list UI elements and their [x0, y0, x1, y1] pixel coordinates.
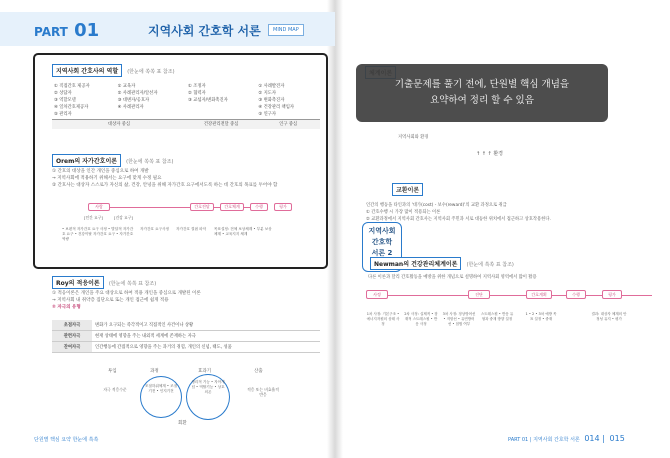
roles-title-box: 지역사회 간호사의 역할	[52, 64, 122, 77]
tooltip-line-1: 기출문제를 풀기 전에, 단원별 핵심 개념을	[394, 79, 570, 90]
roy-label-input: 투입	[108, 369, 117, 374]
roy-process-circle	[140, 376, 182, 418]
orem-flow-action: 수행	[250, 203, 268, 211]
orem-flow-note-2: [건강 요구]	[114, 215, 133, 220]
newman-detail-4: 스트레스원 • 반응 유형과 중재 방향 설정	[480, 312, 514, 321]
roy-input-text: 자극 적응수준	[103, 387, 127, 392]
roy-stimuli-table	[52, 320, 320, 353]
roy-label-process: 과정	[150, 369, 159, 374]
footer-right-text: PART 01 | 지역사회 간호학 서론	[508, 437, 580, 443]
roy-title	[52, 276, 156, 289]
part-label	[34, 20, 99, 41]
roles-col-4: ① 사례발견자 ② 지도자 ③ 변화촉진자 ④ 건강관리 책임자 ⑤ 연구자	[258, 84, 295, 117]
newman-flow-eval: 평가	[602, 290, 622, 299]
summary-tooltip	[356, 64, 608, 122]
newman-detail-5: 1 • 2 • 3차 예방 목표 설정 • 중재	[525, 312, 557, 321]
table-row: 잔여자극 인간행동에 간접적으로 영향을 주는 과거의 경험, 개인의 신념, 태도, 성품	[52, 342, 320, 353]
orem-detail-3: 자가간호 결핍 파악	[176, 227, 207, 231]
roy-effector-text: 생리적 기능 • 자아개념 • 역할기능 • 상호의존	[191, 380, 225, 394]
newman-flow-action: 수행	[566, 290, 586, 299]
newman-flow-plan: 간호계획	[526, 290, 552, 299]
system-theory-note: 지역사회와 환경	[398, 135, 429, 140]
orem-flow-delivery: 간호전달	[190, 203, 214, 211]
chapter-title: 지역사회 간호학 서론	[148, 24, 261, 38]
book-spine	[327, 0, 343, 458]
exchange-theory-title: 교환이론	[392, 183, 423, 196]
orem-detail-2: 자가간호 요구사정	[140, 227, 169, 231]
part-text: PART	[34, 25, 68, 39]
roles-col-3: ① 조정자 ② 협력자 ③ 교섭자/변화촉진자	[187, 84, 228, 103]
roles-footer-population: 인구 중심	[256, 120, 320, 130]
roles-footer-delivery: 건강관리전달 중심	[186, 120, 256, 130]
footer-right: PART 01 | 지역사회 간호학 서론 014 | 015	[508, 434, 625, 443]
orem-text: ① 간호의 대상을 인간 개인을 중심으로 하여 개발 → 지역사회에 적용하기 위해서는 요구에 맞게 수정 필요 ② 간호사는 대상자 스스로가 자신의 삶, 건강, 안녕을 위해 자가간호 요구에서도록 하는 데 간호의 목표를 두어야 함	[52, 169, 278, 188]
roles-col-1: ① 직접간호 제공자 ② 상담자 ③ 역할모델 ④ 일차간호제공자 ⑤ 관리자	[54, 84, 90, 117]
exchange-theory-text: 인간의 행동을 타인과의 '대가(cost) - 보수(reward)'의 교환 과정으로 취급 ① 간호수행 시 가장 많이 적용되는 이론 ② 교환과정에서 지역사회 간호사는 지역사회 주민과 서로 대등한 위치에서 접근하고 상호작용한다.	[366, 203, 551, 222]
orem-detail-1: • 보편적 자가간호 요구 사정 • 발달적 자가간호 요구 • 건강이탈 자가간호 요구 • 자가간호 역량	[62, 227, 134, 241]
system-theory-arrows: ↑ ↑ ↑ 환경	[476, 151, 503, 157]
roy-label-effector: 효과기	[198, 369, 212, 374]
orem-detail-4: 목표설정: 전체 보상체계 • 부분 보상체계 • 교육지지 체계	[214, 227, 272, 236]
page-number-left: 014	[584, 434, 600, 443]
roy-output-text: 적응 또는 비효율적 반응	[247, 387, 279, 397]
table-row: 초점자극 변화가 요구되는 즉각적이고 직접적인 사건이나 상황	[52, 320, 320, 331]
newman-flow-diagnosis: 진단	[468, 290, 490, 299]
orem-flow-system: 간호체계	[220, 203, 244, 211]
newman-detail-1: 1차 사정: 기본구조 • 에너지자원의 상태 사정	[366, 312, 400, 326]
page-number-right: 015	[609, 434, 625, 443]
orem-flow-note-1: [인간 요구]	[84, 215, 103, 220]
roy-text: ① 적응이론은 개인을 주요 대상으로 하여 적용 개인을 중심으로 개발된 이론 → 지역사회 내 취약층 집단으로 또는 개인 접근에 쉽게 적용 ② 자극의 유형	[52, 291, 201, 310]
newman-title	[370, 257, 514, 270]
mindmap-tag: MIND MAP	[268, 24, 304, 36]
roy-title-box: Roy의 적응이론	[52, 276, 104, 289]
roles-note: (한눈에 쏙쏙 표 참조)	[127, 69, 175, 75]
roy-feedback: 회환	[178, 421, 187, 426]
roy-process-text: 조절하위체계 • 조절기전 • 인지기전	[144, 384, 178, 393]
roles-footer-client: 대상자 중심	[52, 120, 186, 130]
center-node: 지역사회 간호학 서론 2	[362, 222, 402, 272]
tooltip-line-2: 요약하여 정리 할 수 있음	[430, 95, 534, 106]
newman-detail-2: 2차 사정: 실제적 • 잠재적 스트레스원 • 반응 사정	[404, 312, 438, 326]
orem-flow-person: 사람	[88, 203, 110, 211]
orem-flow-eval: 평가	[274, 203, 292, 211]
newman-title-box: Newman의 건강관리체계이론	[370, 257, 461, 270]
part-number: 01	[74, 20, 100, 41]
newman-text: 다른 이론과 달리 간호활동을 예방을 위한 개념으로 설명하여 지역사회 영역에서 많이 활용	[368, 275, 537, 280]
newman-note: (한눈에 쏙쏙 표 참조)	[466, 262, 514, 268]
newman-flow-assess: 사정	[366, 290, 388, 299]
table-row: 관련자극 현재 상태에 영향을 주는 내외적 세계에 존재하는 자극	[52, 331, 320, 342]
newman-detail-3: 3차 사정: 정상방어선 • 저항선 • 유연방어선 • 침범 여부	[442, 312, 476, 326]
footer-left: 단원별 핵심 요약 한눈에 쏙쏙	[34, 437, 99, 443]
orem-note: (한눈에 쏙쏙 표 참조)	[126, 159, 174, 165]
roy-label-output: 산출	[254, 369, 263, 374]
newman-detail-6: 결과: 대상자 체계의 안정성 유지 • 평가	[591, 312, 627, 321]
roles-col-2: ① 교육자 ② 사례관리자/알선자 ③ 대변자/옹호자 ④ 사례관리자	[117, 84, 158, 110]
highlight-frame	[33, 53, 328, 269]
orem-title-box: Orem의 자가간호이론	[52, 154, 121, 167]
roy-note: (한눈에 쏙쏙 표 참조)	[108, 281, 157, 287]
